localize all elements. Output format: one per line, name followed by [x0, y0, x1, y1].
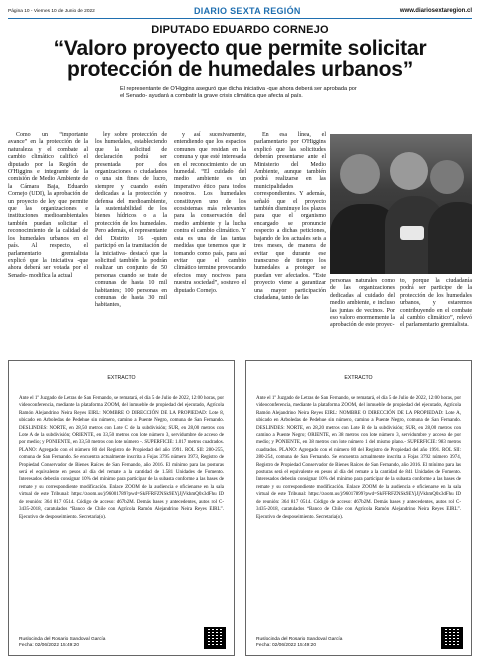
article-headline: “Valoro proyecto que permite solicitar protección de humedales urbanos”: [53, 37, 427, 81]
notice-footer: Ruslocinda del Rosario Sandoval García Fecha: 02/06/2022 15:49:20: [256, 637, 343, 648]
notice-body: Ante el 1º Juzgado de Letras de San Fernando, se rematará, el día 5 de Julio de 2022, 12:00 horas, por videoconferencia, mediante la plataforma ZOOM, del inmueble de propiedad del ejecutado, Agrícola Ramón Alejandrino Neira Reyes EIRL: NOMBRE O DIRECCIÓN DE LA PROPIEDAD: Lote 8, ubicado en Arboledas de Pedehue sin número, camino a Puente Negro, comuna de San Fernando. DESLINDES: NORTE, en 28,50 metros con Lote C de la subdivisión; SUR, en 28,00 metros con Lote A de la subdivisión; ORIENTE, en 33,50 metros con lote número 3, servidumbre de acceso de por medio; y PONIENTE, en 33,50 metros con lote número -. SUPERFICIE: 1.017 metros cuadrados. PLANO: Agregado con el número 80 del Registro de Propiedad del año 1991. ROL SII: 280-255, comuna de San Fernando. Se encuentra actualmente inscrita a Fojas 3795 número 3973, Registro de Propiedad Conservador de Bienes Raíces de San Fernando, año 2016. El mínimo para las posturas será el equivalente en pesos al día del remate a la cantidad de 1.581 Unidades de Fomento. Interesados deberán consignar 10% del mínimo para participar de la subasta conforme a las bases de remate y su correspondiente modificación. Enlace ZOOM de la audiencia e oficienarse en la sala virtual de este Tribunal: https://zoom.us/j/96001789?pwd=SkFFRFZNSk9EYjJjVkhmQ0x3dFhu ID de reunión: 364 817 0514. Código de acceso: d67b2M. Demás bases y antecedentes, autos rol C-3435-2018, caratulados “Banco de Chile con Agrícola Ramón Alejandrino Neira Reyes EIRL”. Ejecutivo de desposeimiento. Secretaria(o).: [19, 396, 224, 520]
legal-notice-2: [245, 360, 472, 656]
article-column-4: En esa línea, el parlamentario por O'Higgins explicó que las solicitudes deberán presentarse ante el Ministerio del Medio Ambiente, aunque también podrá realizarse en las municipalidades correspondientes. Y además, señaló que el proyecto también disminuye los plazos para que el organismo encargado se pronuncie respecto a dichas peticiones, bajando de los actuales seis a tres meses, de manera de evitar que durante ese transcurso de tiempo los humedales a proteger se puedan ver afectados. “Este proyecto viene a garantizar una mayor participación ciudadana, tanto de las: [254, 132, 326, 301]
article-column-6: to, porque la ciudadanía podrá ser participe de la protección de los humedales urbanos, y estaremos contribuyendo en el combate al cambio climático”, relevó el parlamentario gremialista.: [400, 278, 472, 329]
legal-notice-1: [8, 360, 235, 656]
article-column-1: Como un “importante avance” en la protección de la naturaleza y el combate al cambio climático calificó el diputado por la Región de O'Higgins e integrante de la comisión de Medio Ambiente de la Cámara Baja, Eduardo Cornejo (UDI), la aprobación de un proyecto de ley que permite que las organizaciones e instituciones medioambientales también puedan solicitar el reconocimiento de la calidad de los humedales urbanos en el país. Al respecto, el parlamentario gremialista explicó que la iniciativa -que ahora deberá ser votada por el Senado- modifica la actual: [8, 132, 88, 279]
page-info: Página 10 - Viernes 10 de Junio de 2022: [8, 8, 95, 14]
article-column-3: y así sucesivamente, entendiendo que los espacios comunes que residan en la comuna y que esté interesada en el reconocimiento de un humedal. “El cuidado del medio ambiente es un imperativo ético para todos nosotros. Los humedales constituyen uno de los ecosistemas más relevantes para la conservación del medio ambiente y la lucha contra el cambio climático. Y esta es una de las tantas medidas que tenemos que ir tomando como país, para así evitar que el cambio climático termine provocando efectos muy nocivos para nuestra sociedad”, sostuvo el diputado Cornejo.: [174, 132, 246, 294]
website-link[interactable]: www.diariosextaregion.cl: [399, 8, 472, 14]
article-column-2: ley sobre protección de los humedales, estableciendo que la solicitud de declaración podrá ser presentada por dos organizaciones o ciudadanos o una sin fines de lucro, siempre y cuando estén dedicadas a la protección y defensa del medioambiente, la sustentabilidad de los bienes hídricos o a la protección de los humedales. Pero además, el representante del Distrito 16 -quien participó en la tramitación de la iniciativa- destacó que la solicitud también la podrán realizar un conjunto de 50 personas cuando se trate de comunas de hasta 10 mil habitantes; 100 personas en comunas de hasta 30 mil habitantes,: [95, 132, 167, 309]
article-column-5: personas naturales como de las organizaciones dedicadas al cuidado del medio ambiente, e incluso las juntas de vecinos. Por eso valoro enormemente la aprobación de este proyec-: [330, 278, 395, 329]
qr-code-icon: [441, 627, 463, 649]
article-photo: [330, 134, 472, 274]
notice-title: EXTRACTO: [344, 375, 373, 381]
newspaper-brand: DIARIO SEXTA REGIÓN: [194, 6, 301, 16]
page-header: [8, 6, 472, 16]
notice-body: Ante el 1º Juzgado de Letras de San Fernando, se rematará, el día 5 de Julio de 2022, 12:00 horas, por videoconferencia, mediante la plataforma ZOOM, del inmueble de propiedad del ejecutado, Agrícola Ramón Alejandrino Neira Reyes EIRL: NOMBRE O DIRECCIÓN DE LA PROPIEDAD: Lote A, ubicado en Arboledas de Pedehue sin número, camino a Puente Negro, comuna de San Fernando. DESLINDES: NORTE, en 28,20 metros con Lote B de la subdivisión; SUR, en 28,00 metros con camino a Puente Negro; ORIENTE, en 38 metros con lote número 3, servidumbre y acceso de por medio; y PONIENTE, en 38 metros con lote número 1 del mismo plano.- SUPERFICIE: 983 metros cuadrados. PLANO: Agregado con el número 80 del Registro de Propiedad del año 1991. ROL SII: 280-254, comuna de San Fernando. Se encuentra actualmente inscrita a Fojas 3792 número 3974, Registro de Propiedad Conservador de Bienes Raíces de San Fernando, año 2016. El mínimo para las posturas será el equivalente en pesos al día del remate a la cantidad de 841 Unidades de Fomento. Interesados deberán consignar 10% del mínimo para participar de la subasta conforme a las bases de remate y su correspondiente modificación. Enlace ZOOM de la audiencia e oficienarse en la sala virtual de este Tribunal: https://zoom.us/j/96017899?pwd=SkFFRFZNSk9EYjJjVkhmQ0x3dFhu ID de reunión: 364 817 0514. Código de acceso: d67b2M. Demás bases y antecedentes, autos rol C-3435-2018, caratulados “Banco de Chile con Agrícola Ramón Alejandrino Neira Reyes EIRL”. Ejecutivo de desposeimiento. Secretaria(o).: [256, 396, 461, 520]
qr-code-icon: [204, 627, 226, 649]
header-rule: [8, 18, 472, 19]
article-kicker: DIPUTADO EDUARDO CORNEJO: [151, 24, 329, 36]
notice-title: EXTRACTO: [107, 375, 136, 381]
article-deck: El representante de O'Higgins aseguró que dicha iniciativa -que ahora deberá ser aprobada por el Senado- ayudará a combatir la grave crisis climática que afecta al país.: [120, 86, 357, 99]
notice-footer: Ruslocinda del Rosario Sandoval García Fecha: 02/06/2022 15:49:20: [19, 637, 106, 648]
